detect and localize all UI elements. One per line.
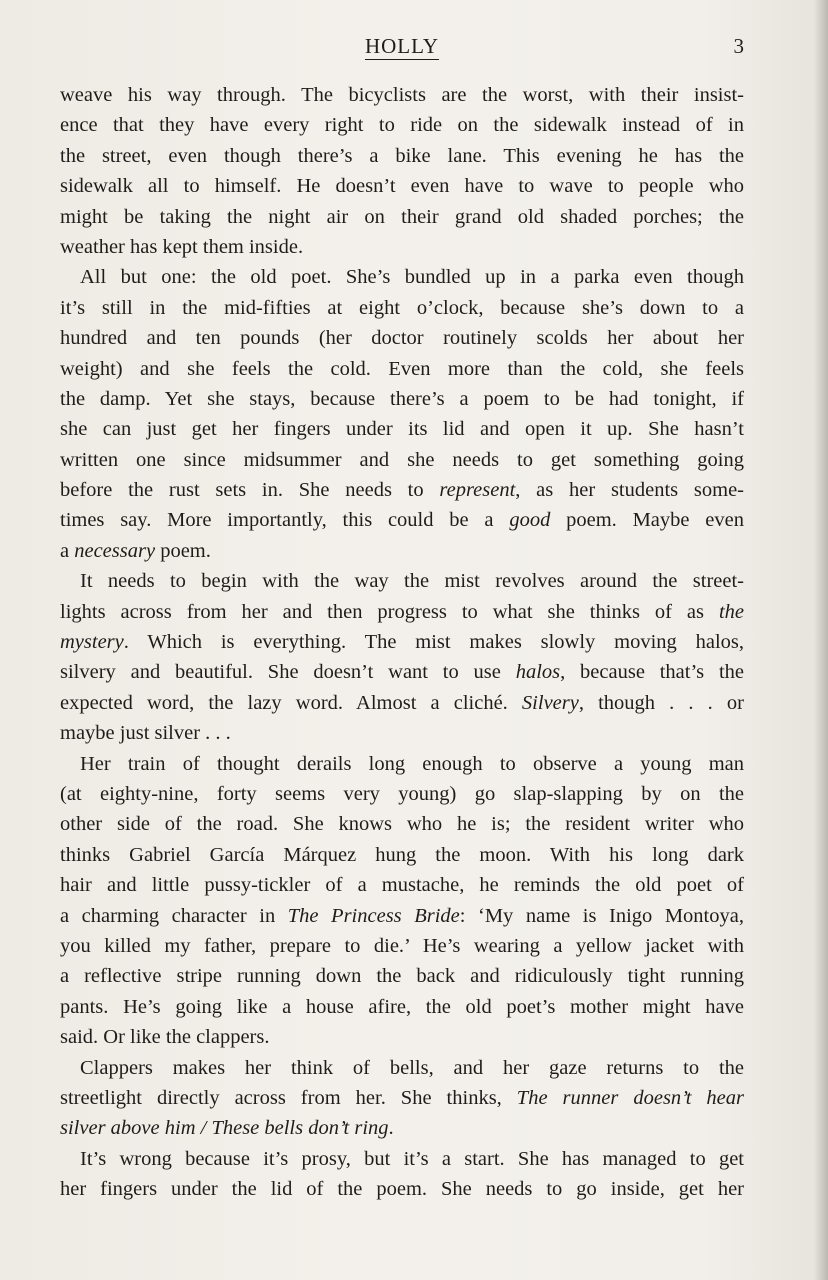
text-line [60,840,744,870]
text-segment: Her train of thought derails long enough to observe a young man [80,752,744,775]
text-segment: streetlight directly across from her. She thinks, [60,1086,517,1109]
italic-text: The Princess Bride [287,904,460,927]
text-line [60,1113,744,1143]
italic-text: The runner doesn’t hear [516,1086,744,1109]
text-line [60,1144,744,1174]
text-segment: a reflective stripe running down the back and ridiculously tight running [60,965,744,988]
text-segment: she can just get her fingers under its lid and open it up. She hasn’t [60,418,744,441]
body-text [60,80,744,1204]
text-segment: . [388,1117,394,1140]
italic-text: good [509,509,551,532]
text-segment: a [60,539,75,562]
italic-text: silver above him / These bells don’t ring [60,1117,389,1140]
text-line [60,1083,744,1113]
text-line [60,1022,744,1052]
text-line [60,354,744,384]
text-line [60,901,744,931]
text-segment: hair and little pussy-tickler of a mustache, he reminds the old poet of [60,874,744,897]
text-segment: pants. He’s going like a house afire, the old poet’s mother might have [60,995,744,1018]
text-line [60,323,744,353]
text-line [60,718,744,748]
running-title: HOLLY [364,34,440,58]
text-segment: , because that’s the [560,661,744,684]
italic-text: mystery [60,631,124,654]
text-segment: maybe just silver . . . [60,722,231,745]
text-segment: it’s still in the mid-fifties at eight o’clock, because she’s down to a [60,296,744,319]
page-header [60,34,744,64]
page-edge-shadow [814,0,828,1280]
text-segment: other side of the road. She knows who he is; the resident writer who [60,813,744,836]
text-line [60,141,744,171]
text-segment: might be taking the night air on their grand old shaded porches; the [60,205,744,228]
italic-text: the [718,600,744,623]
text-segment: weave his way through. The bicyclists are the worst, with their insist- [60,84,744,106]
text-line [60,293,744,323]
text-line [60,931,744,961]
text-line [60,232,744,262]
text-line [60,870,744,900]
text-segment: before the rust sets in. She needs to [60,479,440,502]
text-line [60,992,744,1022]
page-number: 3 [733,34,744,58]
text-segment: weather has kept them inside. [60,235,304,258]
text-segment: All but one: the old poet. She’s bundled up in a parka even though [80,266,744,289]
text-segment: . Which is everything. The mist makes slowly moving halos, [123,631,744,654]
text-segment: expected word, the lazy word. Almost a cliché. [60,691,522,714]
text-segment: silvery and beautiful. She doesn’t want to use [60,661,516,684]
text-line [60,445,744,475]
text-line [60,505,744,535]
text-segment: her fingers under the lid of the poem. She needs to go inside, get her [60,1178,744,1201]
text-line [60,536,744,566]
text-line [60,779,744,809]
text-segment: said. Or like the clappers. [60,1026,270,1049]
italic-text: halos [515,661,561,684]
text-line [60,688,744,718]
text-line [60,749,744,779]
text-segment: the street, even though there’s a bike lane. This evening he has the [60,144,744,167]
text-segment: times say. More importantly, this could be a [60,509,510,532]
text-line [60,110,744,140]
text-segment: (at eighty-nine, forty seems very young) go slap-slapping by on the [60,782,744,805]
text-segment: weight) and she feels the cold. Even more than the cold, she feels [60,357,744,380]
text-segment: the damp. Yet she stays, because there’s a poem to be had tonight, if [60,387,744,410]
text-line [60,961,744,991]
text-segment: you killed my father, prepare to die.’ He’s wearing a yellow jacket with [60,934,744,957]
text-segment: : ‘My name is Inigo Montoya, [459,904,744,927]
text-segment: poem. [155,539,211,562]
text-segment: Clappers makes her think of bells, and her gaze returns to the [80,1056,744,1079]
text-line [60,1174,744,1204]
text-segment: It’s wrong because it’s prosy, but it’s a start. She has managed to get [80,1147,744,1170]
text-segment: , though . . . or [578,691,744,714]
text-segment: sidewalk all to himself. He doesn’t even have to wave to people who [60,175,744,198]
text-line [60,475,744,505]
italic-text: represent [439,479,516,502]
text-line [60,657,744,687]
text-line [60,262,744,292]
italic-text: Silvery [521,691,579,714]
text-segment: ence that they have every right to ride on the sidewalk instead of in [60,114,744,137]
text-line [60,80,744,110]
text-line [60,414,744,444]
text-segment: , as her students some- [515,479,744,502]
text-segment: It needs to begin with the way the mist revolves around the street- [80,570,744,593]
text-segment: hundred and ten pounds (her doctor routinely scolds her about her [60,327,744,350]
text-segment: a charming character in [60,904,288,927]
text-segment: lights across from her and then progress to what she thinks of as [60,600,719,623]
text-line [60,566,744,596]
text-segment: written one since midsummer and she needs to get something going [60,448,744,471]
text-segment: thinks Gabriel García Márquez hung the moon. With his long dark [60,843,744,866]
text-segment: poem. Maybe even [550,509,744,532]
text-line [60,809,744,839]
text-line [60,202,744,232]
italic-text: necessary [74,539,156,562]
text-line [60,1053,744,1083]
text-line [60,597,744,627]
text-line [60,627,744,657]
text-line [60,384,744,414]
text-line [60,171,744,201]
